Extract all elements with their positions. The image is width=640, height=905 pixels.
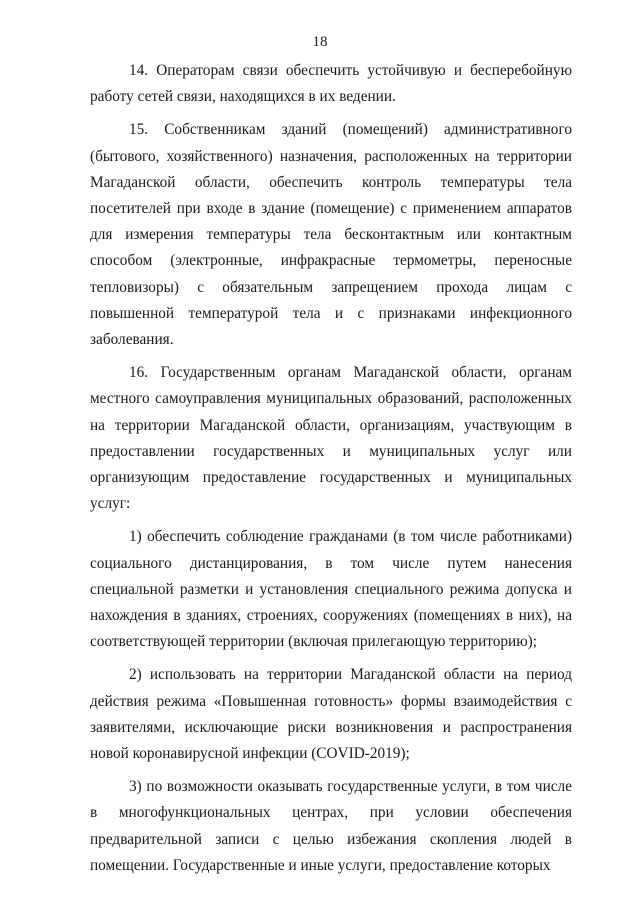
paragraph-15: 15. Собственникам зданий (помещений) административного (бытового, хозяйственного) назначения, расположенных на территории Магаданской области, обеспечить контроль температуры тела посетителей при входе в здание (помещение) с применением аппаратов для измерения температуры тела бесконтактным или контактным способом (электронные, инфракрасные термометры, переносные тепловизоры) с обязательным запрещением прохода лицам с повышенной температурой тела и с признаками инфекционного заболевания.	[90, 121, 572, 349]
paragraph-16-item-2: 2) использовать на территории Магаданской области на период действия режима «Повышенная готовность» формы взаимодействия с заявителями, исключающие риски возникновения и распространения новой коронавирусной инфекции (COVID-2019);	[90, 666, 572, 763]
document-body	[90, 58, 572, 879]
paragraph-16: 16. Государственным органам Магаданской области, органам местного самоуправления муниципальных образований, расположенных на территории Магаданской области, организациям, участвующим в предоставлении государственных и муниципальных услуг или организующим предоставление государственных и муниципальных услуг:	[90, 364, 572, 513]
paragraph-16-item-3: 3) по возможности оказывать государственные услуги, в том числе в многофункциональных центрах, при условии обеспечения предварительной записи с целью избежания скопления людей в помещении. Государственные и иные услуги, предоставление которых	[90, 778, 572, 874]
paragraph-14: 14. Операторам связи обеспечить устойчивую и бесперебойную работу сетей связи, находящихся в их ведении.	[90, 62, 572, 106]
paragraph-16-item-1: 1) обеспечить соблюдение гражданами (в том числе работниками) социального дистанцирования, в том числе путем нанесения специальной разметки и установления специального режима допуска и нахождения в зданиях, строениях, сооружениях (помещениях в них), на соответствующей территории (включая прилегающую территорию);	[90, 528, 572, 651]
page-number: 18	[312, 34, 328, 50]
